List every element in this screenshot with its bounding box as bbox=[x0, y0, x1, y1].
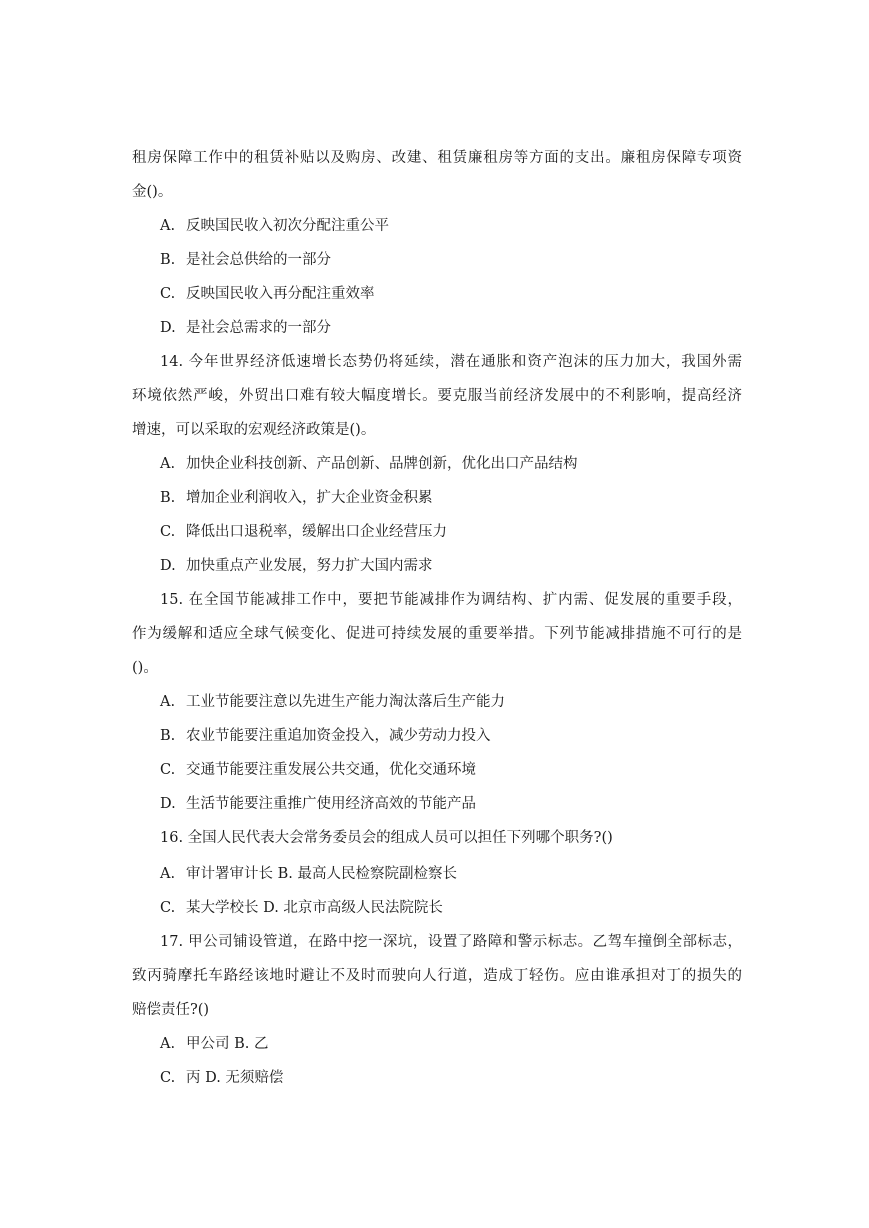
q16-option-cd bbox=[160, 898, 443, 918]
q14-stem-line-2: 环境依然严峻，外贸出口难有较大幅度增长。要克服当前经济发展中的不利影响，提高经济 bbox=[132, 388, 742, 404]
option-letter: B. bbox=[160, 728, 176, 744]
q13-option-a bbox=[160, 216, 389, 236]
q13-option-b bbox=[160, 250, 331, 270]
q14-option-c bbox=[160, 522, 447, 542]
option-text: 农业节能要注重追加资金投入，减少劳动力投入 bbox=[186, 728, 491, 744]
q14-option-d bbox=[160, 556, 433, 576]
q14-stem-line-3: 增速，可以采取的宏观经济政策是()。 bbox=[132, 422, 376, 438]
option-letter: A. bbox=[160, 1036, 176, 1052]
option-text: 丙 D. 无须赔偿 bbox=[186, 1070, 284, 1086]
option-letter: A. bbox=[160, 218, 176, 234]
q16-option-ab bbox=[160, 864, 457, 884]
option-letter: A. bbox=[160, 694, 176, 710]
option-text: 甲公司 B. 乙 bbox=[186, 1036, 269, 1052]
option-text: 加快重点产业发展，努力扩大国内需求 bbox=[186, 558, 433, 574]
q14-stem-line-1: 14. 今年世界经济低速增长态势仍将延续，潜在通胀和资产泡沫的压力加大，我国外需 bbox=[160, 354, 742, 370]
q13-option-d bbox=[160, 318, 331, 338]
option-letter: A. bbox=[160, 866, 176, 882]
option-text: 某大学校长 D. 北京市高级人民法院院长 bbox=[186, 900, 443, 916]
q15-option-d bbox=[160, 794, 476, 814]
option-text: 生活节能要注重推广使用经济高效的节能产品 bbox=[186, 796, 476, 812]
q14-option-b bbox=[160, 488, 433, 508]
option-text: 增加企业利润收入，扩大企业资金积累 bbox=[186, 490, 433, 506]
option-letter: B. bbox=[160, 490, 176, 506]
option-letter: D. bbox=[160, 796, 176, 812]
option-letter: D. bbox=[160, 558, 176, 574]
option-text: 反映国民收入初次分配注重公平 bbox=[186, 218, 389, 234]
q15-option-c bbox=[160, 760, 476, 780]
q15-stem-line-3: ()。 bbox=[132, 660, 158, 676]
q14-option-a bbox=[160, 454, 578, 474]
option-text: 是社会总需求的一部分 bbox=[186, 320, 331, 336]
q17-option-cd bbox=[160, 1068, 283, 1088]
q16-stem-line-1: 16. 全国人民代表大会常务委员会的组成人员可以担任下列哪个职务?() bbox=[160, 830, 613, 846]
q15-option-b bbox=[160, 726, 491, 746]
option-letter: C. bbox=[160, 762, 176, 778]
q15-option-a bbox=[160, 692, 505, 712]
option-text: 是社会总供给的一部分 bbox=[186, 252, 331, 268]
q17-stem-line-2: 致丙骑摩托车路经该地时避让不及时而驶向人行道，造成丁轻伤。应由谁承担对丁的损失的 bbox=[132, 968, 742, 984]
q15-stem-line-2: 作为缓解和适应全球气候变化、促进可持续发展的重要举措。下列节能减排措施不可行的是 bbox=[132, 626, 742, 642]
q15-stem-line-1: 15. 在全国节能减排工作中，要把节能减排作为调结构、扩内需、促发展的重要手段， bbox=[160, 592, 742, 608]
option-text: 加快企业科技创新、产品创新、品牌创新，优化出口产品结构 bbox=[186, 456, 578, 472]
q13-text-line-1: 租房保障工作中的租赁补贴以及购房、改建、租赁廉租房等方面的支出。廉租房保障专项资 bbox=[132, 150, 742, 166]
q17-stem-line-1: 17. 甲公司铺设管道，在路中挖一深坑，设置了路障和警示标志。乙驾车撞倒全部标志， bbox=[160, 934, 742, 950]
option-letter: B. bbox=[160, 252, 176, 268]
option-letter: C. bbox=[160, 286, 176, 302]
option-text: 反映国民收入再分配注重效率 bbox=[186, 286, 375, 302]
option-letter: D. bbox=[160, 320, 176, 336]
q17-stem-line-3: 赔偿责任?() bbox=[132, 1002, 210, 1018]
option-letter: C. bbox=[160, 900, 176, 916]
option-text: 审计署审计长 B. 最高人民检察院副检察长 bbox=[186, 866, 457, 882]
option-letter: C. bbox=[160, 1070, 176, 1086]
q17-option-ab bbox=[160, 1034, 268, 1054]
q13-option-c bbox=[160, 284, 375, 304]
option-letter: A. bbox=[160, 456, 176, 472]
option-text: 交通节能要注重发展公共交通，优化交通环境 bbox=[186, 762, 476, 778]
option-text: 降低出口退税率，缓解出口企业经营压力 bbox=[186, 524, 447, 540]
q13-text-line-2: 金()。 bbox=[132, 184, 173, 200]
option-letter: C. bbox=[160, 524, 176, 540]
option-text: 工业节能要注意以先进生产能力淘汰落后生产能力 bbox=[186, 694, 505, 710]
